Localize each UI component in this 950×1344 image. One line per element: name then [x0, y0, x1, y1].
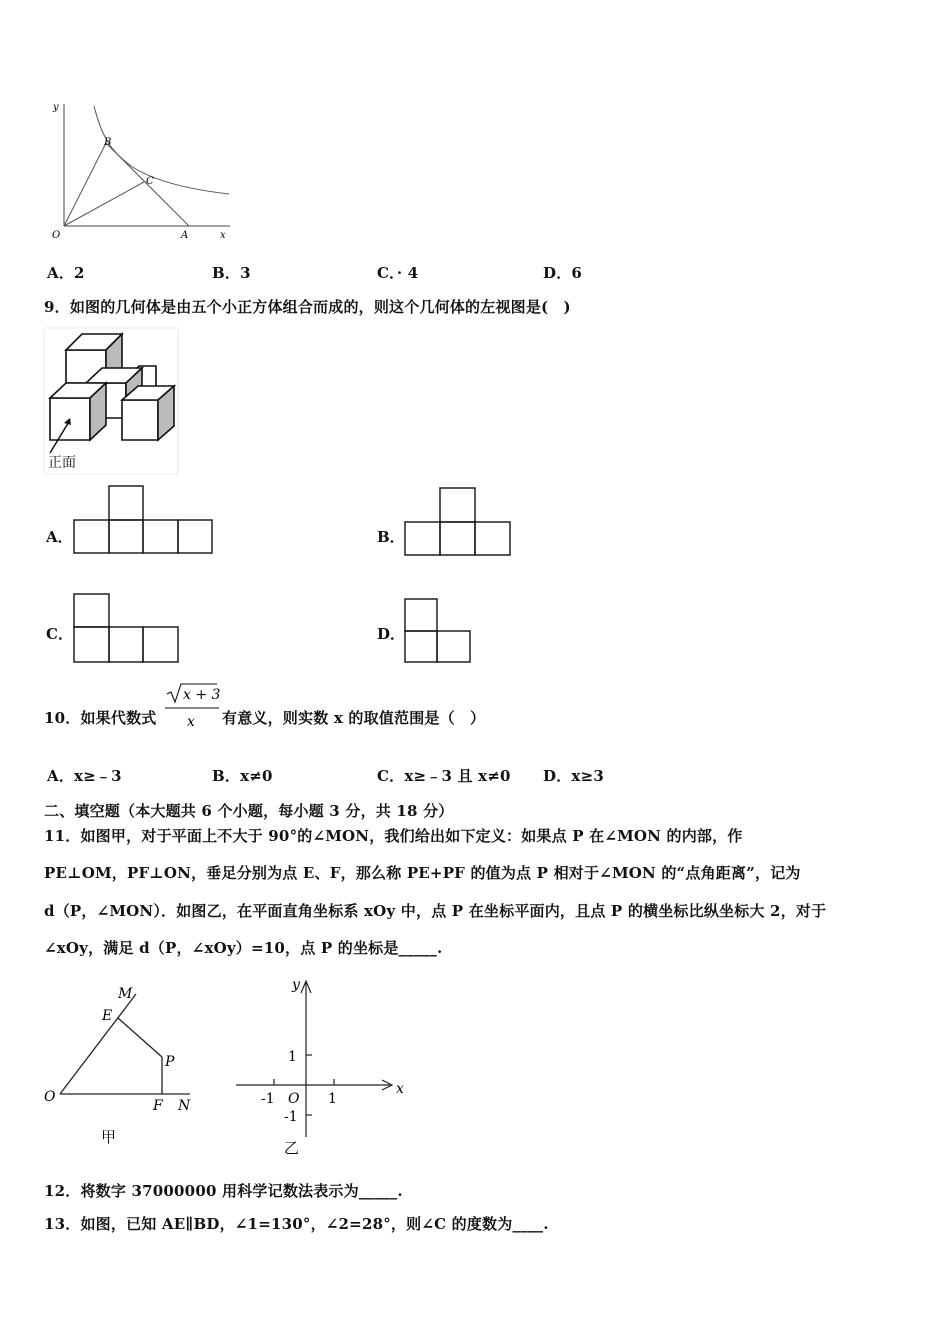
q9-option-d-figure[interactable]: [404, 598, 474, 664]
q8-figure: [44, 98, 234, 248]
q11-line-2: PE⊥OM，PF⊥ON，垂足分别为点 E、F，那么称 PE+PF 的值为点 P 相对于∠MON 的“点角距离”，记为: [44, 864, 801, 882]
q11-jia-o-label: O: [44, 1089, 56, 1105]
q9-front-label: 正面: [48, 455, 76, 471]
q8-option-a[interactable]: A．2: [47, 264, 85, 282]
q11-yi-x-label: x: [396, 1081, 404, 1097]
q11-line-4: ∠xOy，满足 d（P，∠xOy）=10，点 P 的坐标是_____.: [44, 939, 443, 957]
q9-option-a-label[interactable]: A．: [46, 528, 73, 546]
q11-yi-y-label: y: [292, 977, 300, 993]
q10-prefix: 10．如果代数式: [44, 709, 157, 727]
q8-origin-label: O: [52, 230, 61, 241]
section-2-title: 二、填空题（本大题共 6 个小题，每小题 3 分，共 18 分）: [44, 802, 454, 820]
q10-option-c[interactable]: C．x≥﹣3 且 x≠0: [377, 767, 511, 785]
q8-point-b-label: B: [104, 137, 112, 148]
q8-y-label: y: [53, 102, 59, 113]
q9-stem: 9．如图的几何体是由五个小正方体组合而成的，则这个几何体的左视图是( ): [44, 298, 571, 316]
q11-jia-f-label: F: [153, 1098, 163, 1114]
q11-yi-neg-one-x-label: -1: [261, 1091, 275, 1107]
q8-x-label: x: [220, 230, 226, 241]
q11-yi-one-y-label: 1: [288, 1049, 297, 1065]
q11-line-1: 11．如图甲，对于平面上不大于 90°的∠MON，我们给出如下定义：如果点 P 在∠MON 的内部，作: [44, 827, 743, 845]
q8-option-d[interactable]: D．6: [543, 264, 583, 282]
q8-point-c-label: C: [146, 176, 154, 187]
q10-denominator: x: [187, 714, 195, 730]
q10-fraction: [163, 680, 221, 732]
q9-option-b-figure[interactable]: [404, 487, 514, 557]
q9-option-c-label[interactable]: C．: [46, 625, 73, 643]
q10-option-d[interactable]: D．x≥3: [543, 767, 604, 785]
q11-figure-yi: [230, 975, 410, 1157]
q11-jia-e-label: E: [102, 1008, 113, 1024]
q11-line-3: d（P，∠MON）．如图乙，在平面直角坐标系 xOy 中，点 P 在坐标平面内，且点 P 的横坐标比纵坐标大 2，对于: [44, 902, 827, 920]
q11-yi-caption: 乙: [284, 1139, 300, 1157]
q9-option-c-figure[interactable]: [73, 593, 181, 665]
q11-jia-caption: 甲: [101, 1128, 117, 1146]
q9-option-a-figure[interactable]: [73, 485, 215, 555]
q9-option-d-label[interactable]: D．: [377, 625, 406, 643]
q9-option-b-label[interactable]: B．: [377, 528, 405, 546]
hyperbola-curve: [94, 106, 229, 194]
q13-text: 13．如图，已知 AE∥BD，∠1=130°，∠2=28°，则∠C 的度数为____.: [44, 1215, 549, 1233]
q8-point-a-label: A: [181, 230, 189, 241]
q10-option-a[interactable]: A．x≥﹣3: [47, 767, 122, 785]
q10-suffix: 有意义，则实数 x 的取值范围是（ ）: [222, 709, 486, 727]
q10-option-b[interactable]: B．x≠0: [212, 767, 273, 785]
q8-option-c[interactable]: C．· 4: [377, 264, 419, 282]
q11-yi-one-x-label: 1: [328, 1091, 337, 1107]
q11-jia-n-label: N: [178, 1098, 191, 1114]
q10-numerator: x + 3: [183, 687, 221, 703]
q11-jia-p-label: P: [165, 1054, 175, 1070]
q11-yi-neg-one-y-label: -1: [284, 1109, 298, 1125]
q11-figure-jia: [40, 980, 200, 1150]
q12-text: 12．将数字 37000000 用科学记数法表示为_____.: [44, 1182, 403, 1200]
q11-yi-origin-label: O: [288, 1091, 300, 1107]
q11-jia-m-label: M: [118, 986, 133, 1002]
q8-option-b[interactable]: B．3: [212, 264, 251, 282]
